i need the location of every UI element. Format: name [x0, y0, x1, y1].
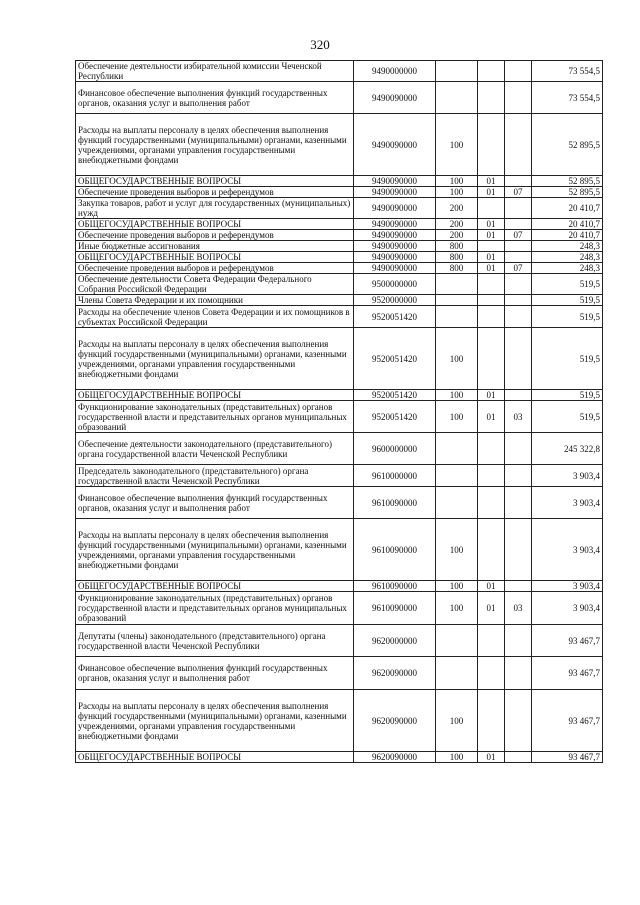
row-amount-cell: 519,5 — [532, 274, 603, 295]
row-name-cell: ОБЩЕГОСУДАРСТВЕННЫЕ ВОПРОСЫ — [76, 752, 354, 763]
row-subsection-cell — [505, 241, 532, 252]
row-amount-cell: 519,5 — [532, 401, 603, 433]
row-amount-cell: 52 895,5 — [532, 176, 603, 187]
table-row — [76, 465, 603, 487]
row-amount-cell: 519,5 — [532, 306, 603, 328]
row-section-cell — [478, 295, 505, 306]
row-name-cell: ОБЩЕГОСУДАРСТВЕННЫЕ ВОПРОСЫ — [76, 219, 354, 230]
row-expense-type-cell — [436, 306, 478, 328]
row-expense-type-cell: 100 — [436, 328, 478, 390]
row-amount-cell: 93 467,7 — [532, 657, 603, 690]
row-name-cell: Обеспечение деятельности Совета Федерации Федерального Собрания Российской Федерации — [76, 274, 354, 295]
row-section-cell: 01 — [478, 401, 505, 433]
row-name-cell: Обеспечение деятельности избирательной комиссии Чеченской Республики — [76, 61, 354, 82]
table-row — [76, 390, 603, 401]
row-amount-cell: 73 554,5 — [532, 82, 603, 114]
row-expense-type-cell: 100 — [436, 390, 478, 401]
row-expense-type-cell: 800 — [436, 241, 478, 252]
table-row — [76, 690, 603, 752]
row-name-cell: Председатель законодательного (представительного) органа государственной власти Чеченской Республики — [76, 465, 354, 487]
row-name-cell: Расходы на выплаты персоналу в целях обеспечения выполнения функций государственными (муниципальными) органами, казенными учреждениями, органами управления государственными внебюджетными фондами — [76, 690, 354, 752]
table-row — [76, 198, 603, 219]
row-code-cell: 9500000000 — [354, 274, 436, 295]
row-name-cell: Финансовое обеспечение выполнения функций государственных органов, оказания услуг и выполнения работ — [76, 657, 354, 690]
table-row — [76, 274, 603, 295]
row-section-cell — [478, 657, 505, 690]
table-row — [76, 241, 603, 252]
table-row — [76, 295, 603, 306]
row-name-cell: Обеспечение деятельности законодательного (представительного) органа государственной власти Чеченской Республики — [76, 433, 354, 465]
row-code-cell: 9520051420 — [354, 390, 436, 401]
row-section-cell: 01 — [478, 252, 505, 263]
row-amount-cell: 73 554,5 — [532, 61, 603, 82]
row-name-cell: ОБЩЕГОСУДАРСТВЕННЫЕ ВОПРОСЫ — [76, 581, 354, 592]
row-subsection-cell — [505, 487, 532, 519]
row-subsection-cell — [505, 114, 532, 176]
row-code-cell: 9520051420 — [354, 306, 436, 328]
row-section-cell — [478, 198, 505, 219]
row-expense-type-cell: 100 — [436, 592, 478, 625]
row-subsection-cell — [505, 82, 532, 114]
row-name-cell: Расходы на выплаты персоналу в целях обеспечения выполнения функций государственными (муниципальными) органами, казенными учреждениями, органами управления государственными внебюджетными фондами — [76, 114, 354, 176]
row-subsection-cell — [505, 176, 532, 187]
row-name-cell: Финансовое обеспечение выполнения функций государственных органов, оказания услуг и выполнения работ — [76, 487, 354, 519]
row-name-cell: Финансовое обеспечение выполнения функций государственных органов, оказания услуг и выполнения работ — [76, 82, 354, 114]
row-section-cell — [478, 114, 505, 176]
row-section-cell — [478, 625, 505, 657]
table-row — [76, 176, 603, 187]
row-section-cell: 01 — [478, 592, 505, 625]
row-section-cell — [478, 241, 505, 252]
row-subsection-cell — [505, 198, 532, 219]
row-name-cell: Функционирование законодательных (представительных) органов государственной власти и представительных органов муниципальных образований — [76, 592, 354, 625]
row-name-cell: Расходы на выплаты персоналу в целях обеспечения выполнения функций государственными (муниципальными) органами, казенными учреждениями, органами управления государственными внебюджетными фондами — [76, 328, 354, 390]
row-name-cell: ОБЩЕГОСУДАРСТВЕННЫЕ ВОПРОСЫ — [76, 390, 354, 401]
row-expense-type-cell — [436, 625, 478, 657]
row-amount-cell: 52 895,5 — [532, 187, 603, 198]
row-subsection-cell — [505, 657, 532, 690]
row-amount-cell: 20 410,7 — [532, 198, 603, 219]
row-subsection-cell — [505, 295, 532, 306]
row-amount-cell: 3 903,4 — [532, 581, 603, 592]
row-code-cell: 9610090000 — [354, 592, 436, 625]
row-expense-type-cell: 200 — [436, 198, 478, 219]
table-row — [76, 401, 603, 433]
row-subsection-cell — [505, 274, 532, 295]
row-code-cell: 9600000000 — [354, 433, 436, 465]
row-section-cell: 01 — [478, 230, 505, 241]
table-row — [76, 306, 603, 328]
row-section-cell: 01 — [478, 752, 505, 763]
row-expense-type-cell: 100 — [436, 690, 478, 752]
row-subsection-cell: 07 — [505, 187, 532, 198]
table-row — [76, 752, 603, 763]
row-expense-type-cell: 100 — [436, 401, 478, 433]
row-subsection-cell — [505, 252, 532, 263]
row-expense-type-cell: 100 — [436, 187, 478, 198]
row-name-cell: Обеспечение проведения выборов и референдумов — [76, 263, 354, 274]
row-amount-cell: 245 322,8 — [532, 433, 603, 465]
table-row — [76, 519, 603, 581]
row-subsection-cell — [505, 625, 532, 657]
row-subsection-cell — [505, 61, 532, 82]
row-code-cell: 9620090000 — [354, 657, 436, 690]
budget-table — [75, 60, 603, 763]
row-code-cell: 9620090000 — [354, 752, 436, 763]
row-subsection-cell — [505, 581, 532, 592]
row-code-cell: 9490090000 — [354, 187, 436, 198]
row-code-cell: 9520051420 — [354, 328, 436, 390]
row-section-cell — [478, 328, 505, 390]
row-code-cell: 9490090000 — [354, 252, 436, 263]
table-body — [76, 61, 603, 763]
table-row — [76, 82, 603, 114]
row-name-cell: Обеспечение проведения выборов и референдумов — [76, 230, 354, 241]
row-expense-type-cell: 100 — [436, 114, 478, 176]
row-name-cell: ОБЩЕГОСУДАРСТВЕННЫЕ ВОПРОСЫ — [76, 176, 354, 187]
row-expense-type-cell — [436, 465, 478, 487]
table-row — [76, 252, 603, 263]
row-name-cell: Закупка товаров, работ и услуг для государственных (муниципальных) нужд — [76, 198, 354, 219]
row-section-cell: 01 — [478, 219, 505, 230]
table-row — [76, 592, 603, 625]
row-expense-type-cell: 100 — [436, 581, 478, 592]
row-code-cell: 9520000000 — [354, 295, 436, 306]
row-amount-cell: 519,5 — [532, 390, 603, 401]
row-code-cell: 9620090000 — [354, 690, 436, 752]
row-code-cell: 9490000000 — [354, 61, 436, 82]
page-number: 320 — [310, 37, 330, 52]
row-code-cell: 9520051420 — [354, 401, 436, 433]
row-subsection-cell — [505, 390, 532, 401]
row-expense-type-cell: 200 — [436, 230, 478, 241]
row-section-cell: 01 — [478, 187, 505, 198]
table-row — [76, 433, 603, 465]
table-row — [76, 581, 603, 592]
row-code-cell: 9490090000 — [354, 219, 436, 230]
row-expense-type-cell — [436, 82, 478, 114]
row-section-cell — [478, 465, 505, 487]
row-code-cell: 9490090000 — [354, 176, 436, 187]
row-code-cell: 9610000000 — [354, 465, 436, 487]
table-row — [76, 187, 603, 198]
table-row — [76, 230, 603, 241]
row-subsection-cell — [505, 690, 532, 752]
row-code-cell: 9490090000 — [354, 82, 436, 114]
row-name-cell: Расходы на обеспечение членов Совета Федерации и их помощников в субъектах Российской Федерации — [76, 306, 354, 328]
table-row — [76, 219, 603, 230]
row-amount-cell: 3 903,4 — [532, 487, 603, 519]
row-name-cell: Расходы на выплаты персоналу в целях обеспечения выполнения функций государственными (муниципальными) органами, казенными учреждениями, органами управления государственными внебюджетными фондами — [76, 519, 354, 581]
row-section-cell: 01 — [478, 176, 505, 187]
row-section-cell — [478, 306, 505, 328]
row-expense-type-cell: 800 — [436, 252, 478, 263]
row-section-cell: 01 — [478, 263, 505, 274]
row-name-cell: ОБЩЕГОСУДАРСТВЕННЫЕ ВОПРОСЫ — [76, 252, 354, 263]
row-expense-type-cell: 200 — [436, 219, 478, 230]
row-amount-cell: 519,5 — [532, 328, 603, 390]
row-expense-type-cell: 100 — [436, 176, 478, 187]
row-expense-type-cell — [436, 487, 478, 519]
row-subsection-cell — [505, 306, 532, 328]
row-amount-cell: 519,5 — [532, 295, 603, 306]
row-code-cell: 9610090000 — [354, 519, 436, 581]
table-row — [76, 625, 603, 657]
row-amount-cell: 3 903,4 — [532, 592, 603, 625]
row-section-cell — [478, 61, 505, 82]
row-name-cell: Члены Совета Федерации и их помощники — [76, 295, 354, 306]
row-subsection-cell: 03 — [505, 592, 532, 625]
row-subsection-cell: 07 — [505, 263, 532, 274]
row-expense-type-cell — [436, 274, 478, 295]
table-row — [76, 114, 603, 176]
row-section-cell: 01 — [478, 390, 505, 401]
table-row — [76, 263, 603, 274]
row-amount-cell: 93 467,7 — [532, 625, 603, 657]
row-expense-type-cell — [436, 433, 478, 465]
row-expense-type-cell — [436, 657, 478, 690]
row-amount-cell: 20 410,7 — [532, 219, 603, 230]
row-code-cell: 9620000000 — [354, 625, 436, 657]
row-amount-cell: 52 895,5 — [532, 114, 603, 176]
row-expense-type-cell: 800 — [436, 263, 478, 274]
row-name-cell: Функционирование законодательных (представительных) органов государственной власти и представительных органов муниципальных образований — [76, 401, 354, 433]
row-code-cell: 9610090000 — [354, 487, 436, 519]
row-section-cell — [478, 433, 505, 465]
row-section-cell: 01 — [478, 581, 505, 592]
row-amount-cell: 93 467,7 — [532, 690, 603, 752]
row-amount-cell: 3 903,4 — [532, 465, 603, 487]
row-subsection-cell — [505, 519, 532, 581]
row-subsection-cell: 03 — [505, 401, 532, 433]
row-amount-cell: 248,3 — [532, 252, 603, 263]
row-amount-cell: 248,3 — [532, 263, 603, 274]
row-name-cell: Иные бюджетные ассигнования — [76, 241, 354, 252]
row-amount-cell: 93 467,7 — [532, 752, 603, 763]
row-section-cell — [478, 519, 505, 581]
row-subsection-cell — [505, 752, 532, 763]
row-amount-cell: 20 410,7 — [532, 230, 603, 241]
row-subsection-cell: 07 — [505, 230, 532, 241]
row-amount-cell: 3 903,4 — [532, 519, 603, 581]
row-code-cell: 9490090000 — [354, 241, 436, 252]
row-code-cell: 9490090000 — [354, 114, 436, 176]
row-amount-cell: 248,3 — [532, 241, 603, 252]
row-subsection-cell — [505, 433, 532, 465]
row-code-cell: 9490090000 — [354, 263, 436, 274]
row-section-cell — [478, 487, 505, 519]
table-row — [76, 657, 603, 690]
row-name-cell: Обеспечение проведения выборов и референдумов — [76, 187, 354, 198]
table-row — [76, 61, 603, 82]
row-code-cell: 9490090000 — [354, 198, 436, 219]
row-expense-type-cell — [436, 61, 478, 82]
row-expense-type-cell — [436, 295, 478, 306]
row-section-cell — [478, 690, 505, 752]
row-section-cell — [478, 274, 505, 295]
row-expense-type-cell: 100 — [436, 752, 478, 763]
row-subsection-cell — [505, 328, 532, 390]
table-row — [76, 487, 603, 519]
row-code-cell: 9610090000 — [354, 581, 436, 592]
row-subsection-cell — [505, 219, 532, 230]
row-expense-type-cell: 100 — [436, 519, 478, 581]
row-code-cell: 9490090000 — [354, 230, 436, 241]
row-section-cell — [478, 82, 505, 114]
table-row — [76, 328, 603, 390]
row-subsection-cell — [505, 465, 532, 487]
row-name-cell: Депутаты (члены) законодательного (представительного) органа государственной власти Чеченской Республики — [76, 625, 354, 657]
